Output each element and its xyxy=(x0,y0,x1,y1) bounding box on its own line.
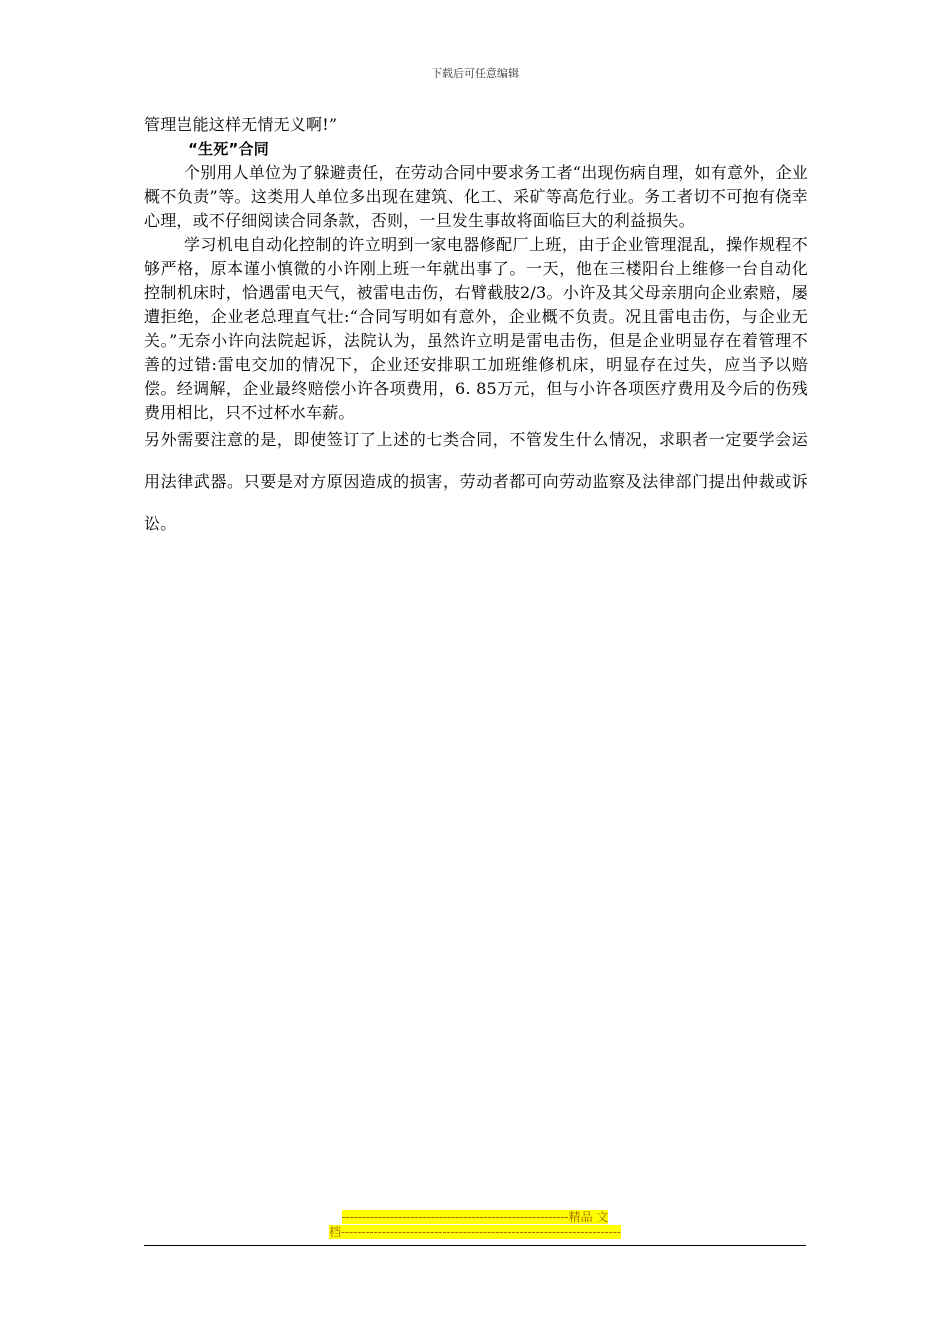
lead-line: 管理岂能这样无情无义啊!” xyxy=(144,115,338,134)
footer-line-2: 档--------------------------------------------------------------------- xyxy=(329,1225,621,1239)
footer-line-1: --------------------------------------------------------精品 文 xyxy=(341,1210,609,1224)
paragraph-3: 另外需要注意的是，即使签订了上述的七类合同，不管发生什么情况，求职者一定要学会运用法律武器。只要是对方原因造成的损害，劳动者都可向劳动监察及法律部门提出仲裁或诉讼。 xyxy=(144,430,808,533)
footer-divider xyxy=(144,1245,806,1246)
footer-watermark xyxy=(0,1210,950,1240)
section-heading: “生死”合同 xyxy=(188,140,269,158)
paragraph-1: 个别用人单位为了躲避责任，在劳动合同中要求务工者“出现伤病自理，如有意外，企业概不负责”等。这类用人单位多出现在建筑、化工、采矿等高危行业。务工者切不可抱有侥幸心理，或不仔细阅读合同条款，否则，一旦发生事故将面临巨大的利益损失。 xyxy=(144,163,808,230)
document-body xyxy=(144,113,808,545)
page-header: 下载后可任意编辑 xyxy=(431,67,519,80)
paragraph-2: 学习机电自动化控制的许立明到一家电器修配厂上班，由于企业管理混乱，操作规程不够严格，原本谨小慎微的小许刚上班一年就出事了。一天，他在三楼阳台上维修一台自动化控制机床时，恰遇雷电天气，被雷电击伤，右臂截肢2/3。小许及其父母亲朋向企业索赔，屡遭拒绝，企业老总理直气壮:“合同写明如有意外，企业概不负责。况且雷电击伤，与企业无关。”无奈小许向法院起诉，法院认为，虽然许立明是雷电击伤，但是企业明显存在着管理不善的过错:雷电交加的情况下，企业还安排职工加班维修机床，明显存在过失，应当予以赔偿。经调解，企业最终赔偿小许各项费用，6. 85万元，但与小许各项医疗费用及今后的伤残费用相比，只不过杯水车薪。 xyxy=(144,235,808,422)
